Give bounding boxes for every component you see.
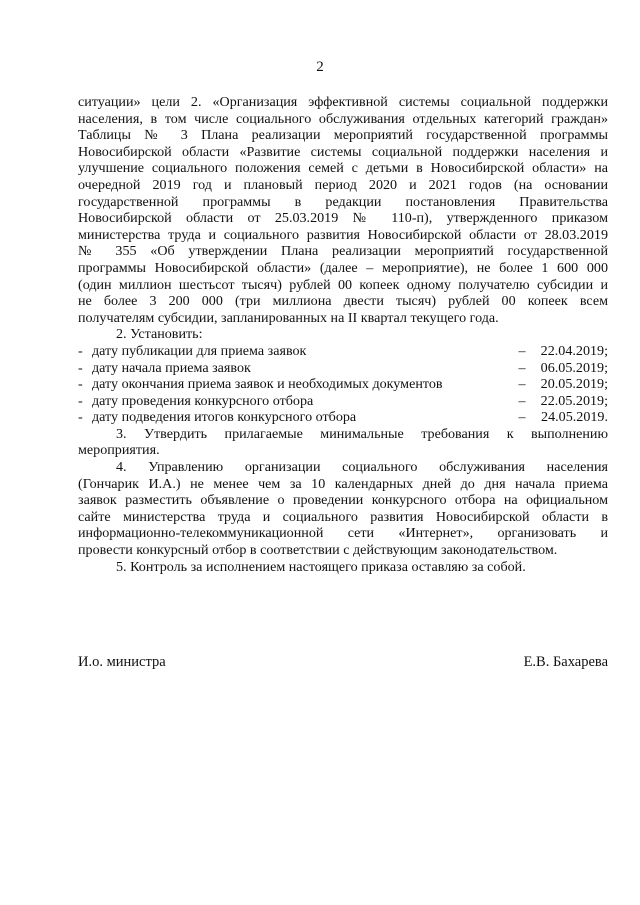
deadline-dash: – [518, 376, 526, 393]
paragraph-line: программы Новосибирской области» (далее – мероприятие), не более 1 600 000 [78, 259, 608, 276]
deadline-row [78, 360, 608, 377]
deadline-row [78, 393, 608, 410]
paragraph-line: министерства труда и социального развития Новосибирской области от 28.03.2019 [78, 226, 608, 243]
paragraph-line: ситуации» цели 2. «Организация эффективной системы социальной поддержки [78, 94, 608, 110]
paragraph-line: провести конкурсный отбор в соответствии с действующим законодательством. [78, 542, 558, 559]
paragraph-line: очередной 2019 год и плановый период 2020 и 2021 годов (на основании [78, 176, 608, 193]
paragraph-line: получателям субсидии, запланированных на II квартал текущего года. [78, 309, 499, 326]
list-bullet: - [78, 392, 83, 409]
deadline-dash: – [518, 409, 526, 426]
list-bullet: - [78, 409, 83, 426]
deadline-dash: – [518, 359, 526, 376]
paragraph-line: (Гончарик И.А.) не менее чем за 10 календарных дней до дня начала приема [78, 475, 608, 492]
signatory-position: И.о. министра [78, 654, 166, 670]
deadline-date: 24.05.2019. [541, 409, 608, 426]
paragraph-line: государственной программы в редакции постановления Правительства [78, 193, 608, 210]
document-body [78, 94, 608, 575]
item-3 [78, 426, 608, 459]
deadline-label: дату публикации для приема заявок [92, 342, 307, 359]
deadline-dash: – [518, 392, 526, 409]
deadline-dash: – [518, 342, 526, 359]
deadline-row [78, 409, 608, 426]
paragraph-line: заявок разместить объявление о проведении конкурсного отбора на официальном [78, 492, 608, 509]
deadline-date: 20.05.2019; [540, 376, 608, 393]
item-2-heading: 2. Установить: [116, 326, 203, 343]
signature-block [78, 654, 608, 671]
deadline-date: 22.05.2019; [540, 392, 608, 409]
paragraph-line: населения, в том числе социального обслуживания отдельных категорий граждан» [78, 110, 608, 127]
paragraph-line: Новосибирской области от 25.03.2019 № 110-п), утвержденного приказом [78, 210, 608, 227]
paragraph-1 [78, 94, 608, 326]
paragraph-line: мероприятия. [78, 442, 160, 459]
list-bullet: - [78, 376, 83, 393]
item-4 [78, 459, 608, 559]
deadline-label: дату начала приема заявок [92, 359, 251, 376]
page-number: 2 [316, 59, 324, 75]
paragraph-line: сайте министерства труда и социального развития Новосибирской области в [78, 508, 608, 525]
paragraph-line: Новосибирской области «Развитие системы социальной поддержки населения и [78, 143, 608, 160]
paragraph-line: 4. Управлению организации социального обслуживания населения [116, 459, 608, 476]
deadline-label: дату подведения итогов конкурсного отбора [92, 409, 357, 426]
deadline-label: дату окончания приема заявок и необходимых документов [92, 376, 443, 393]
paragraph-line: (один миллион шестьсот тысяч) рублей 00 копеек одному получателю субсидии и [78, 276, 608, 293]
signatory-name: Е.В. Бахарева [523, 654, 608, 670]
deadline-row [78, 343, 608, 360]
paragraph-line: Таблицы № 3 Плана реализации мероприятий государственной программы [78, 127, 608, 144]
deadline-date: 06.05.2019; [540, 359, 608, 376]
list-bullet: - [78, 342, 83, 359]
list-bullet: - [78, 359, 83, 376]
paragraph-line: № 355 «Об утверждении Плана реализации мероприятий государственной [78, 243, 608, 260]
deadline-label: дату проведения конкурсного отбора [92, 392, 314, 409]
paragraph-line: улучшение социального положения семей с детьми в Новосибирской области» на [78, 160, 608, 177]
deadline-date: 22.04.2019; [540, 342, 608, 359]
item-5: 5. Контроль за исполнением настоящего приказа оставляю за собой. [116, 558, 526, 575]
paragraph-line: информационно-телекоммуникационной сети «Интернет», организовать и [78, 525, 608, 542]
paragraph-line: 3. Утвердить прилагаемые минимальные требования к выполнению [116, 425, 608, 442]
deadline-row [78, 376, 608, 393]
deadlines-list [78, 343, 608, 426]
paragraph-line: не более 3 200 000 (три миллиона двести тысяч) рублей 00 копеек всем [78, 293, 608, 310]
